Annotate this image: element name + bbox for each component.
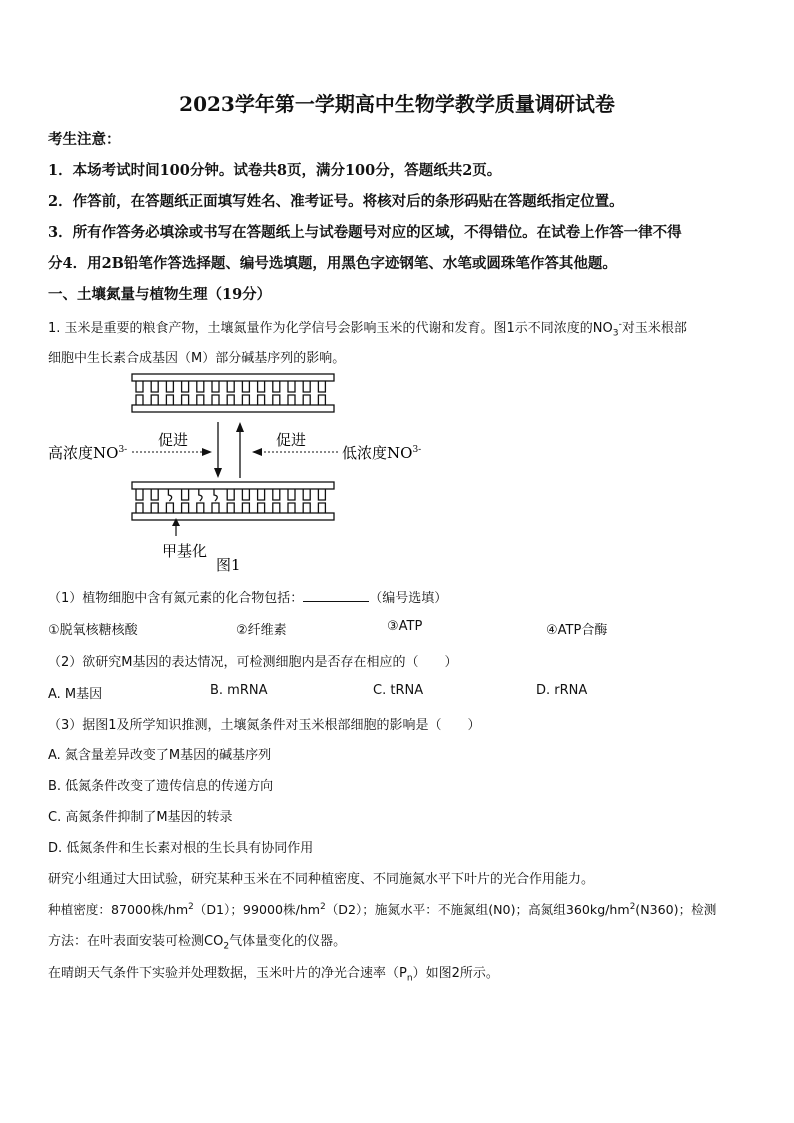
figure-1-diagram — [40, 370, 460, 580]
base-pair-top — [182, 381, 189, 392]
base-pair-top — [242, 489, 249, 500]
sub-question-1 — [48, 587, 447, 606]
base-pair-top — [273, 381, 280, 392]
label-methylation: 甲基化 — [162, 542, 208, 560]
question-intro-line2: 细胞中生长素合成基因（M）部分碱基序列的影响。 — [48, 351, 346, 366]
intro-text-a: 1. 玉米是重要的粮食产物，土壤氮量作为化学信号会影响玉米的代谢和发育。图1示不同浓度的NO — [48, 321, 613, 336]
notice-heading: 考生注意： — [48, 131, 121, 148]
intro-text-b: 对玉米根部 — [621, 321, 687, 336]
base-pair-top — [288, 489, 295, 500]
base-pair-bottom — [242, 395, 249, 405]
intro-superscript: - — [618, 319, 622, 330]
promote-arrow-left-head — [202, 448, 212, 456]
section-heading: 一、土壤氮量与植物生理（19分） — [48, 286, 272, 303]
sub3-option-c: C. 高氮条件抑制了M基因的转录 — [48, 810, 233, 825]
down-arrow-head — [214, 468, 222, 478]
notice-item-4: 分4．用2B铅笔作答选择题、编号选填题，用黑色字迹钢笔、水笔或圆珠笔作答其他题。 — [48, 255, 617, 272]
base-pair-bottom — [258, 503, 265, 513]
label-high-concentration: 高浓度$NO^{3-}$ — [48, 444, 128, 462]
study-line2-c: （D2）；施氮水平：不施氮组(N0)；高氮组360kg/hm — [325, 902, 630, 917]
sub1-text-b: （编号选填） — [369, 591, 448, 606]
base-pair-bottom — [136, 395, 143, 405]
sub-question-2: （2）欲研究M基因的表达情况，可检测细胞内是否存在相应的（ ） — [48, 655, 458, 670]
base-pair-bottom — [151, 395, 158, 405]
answer-blank[interactable] — [303, 589, 369, 602]
up-arrow-head — [236, 422, 244, 432]
methylated-base — [199, 489, 202, 501]
dna-strand-top — [132, 374, 334, 412]
study-line4-b: ）如图2所示。 — [412, 966, 499, 981]
sub1-option-3: ③ATP — [387, 619, 423, 634]
pn-subscript: n — [406, 973, 413, 984]
base-pair-top — [197, 381, 204, 392]
sub3-option-d: D. 低氮条件和生长素对根的生长具有协同作用 — [48, 841, 314, 856]
base-pair-bottom — [197, 503, 204, 513]
sup-2c: 2 — [629, 901, 636, 912]
base-pair-bottom — [227, 395, 234, 405]
methylated-base — [214, 489, 217, 501]
base-pair-top — [303, 489, 310, 500]
sub3-option-b: B. 低氮条件改变了遗传信息的传递方向 — [48, 779, 274, 794]
study-line-3 — [48, 930, 346, 952]
base-pair-top — [242, 381, 249, 392]
study-line-2 — [48, 899, 716, 918]
methyl-pointer-head — [172, 518, 180, 526]
base-pair-bottom — [318, 503, 325, 513]
sub2-option-a: A. M基因 — [48, 687, 103, 702]
base-pair-top — [151, 381, 158, 392]
sub1-option-2: ②纤维素 — [236, 623, 287, 638]
base-pair-bottom — [258, 395, 265, 405]
study-line2-d: (N360)；检测 — [635, 902, 717, 917]
base-pair-bottom — [288, 395, 295, 405]
base-pair-bottom — [273, 503, 280, 513]
label-promote-right: 促进 — [276, 431, 307, 449]
sub2-option-d: D. rRNA — [536, 683, 588, 698]
base-pair-bottom — [166, 503, 173, 513]
base-pair-top — [303, 381, 310, 392]
sup-2b: 2 — [320, 901, 326, 912]
question-intro-line1 — [48, 317, 687, 339]
sub2-option-b: B. mRNA — [210, 683, 268, 698]
sub1-option-1: ①脱氧核糖核酸 — [48, 623, 138, 638]
notice-item-3: 3．所有作答务必填涂或书写在答题纸上与试卷题号对应的区域，不得错位。在试卷上作答一律不得 — [48, 224, 682, 241]
co2-subscript: 2 — [223, 941, 230, 952]
base-pair-bottom — [197, 395, 204, 405]
sub2-option-c: C. tRNA — [373, 683, 424, 698]
base-pair-bottom — [242, 503, 249, 513]
base-pair-bottom — [182, 503, 189, 513]
base-pair-top — [151, 489, 158, 500]
base-pair-bottom — [288, 503, 295, 513]
base-pair-top — [288, 381, 295, 392]
strand-backbone — [132, 482, 334, 489]
sup-2a: 2 — [188, 901, 194, 912]
methylated-base — [168, 489, 171, 501]
base-pair-top — [136, 489, 143, 500]
base-pair-top — [273, 489, 280, 500]
base-pair-bottom — [227, 503, 234, 513]
base-pair-top — [318, 381, 325, 392]
base-pair-top — [136, 381, 143, 392]
base-pair-top — [227, 489, 234, 500]
base-pair-bottom — [212, 503, 219, 513]
base-pair-top — [227, 381, 234, 392]
study-line2-a: 种植密度：87000株/hm — [48, 902, 189, 917]
base-pair-top — [258, 381, 265, 392]
base-pair-top — [212, 381, 219, 392]
study-line4-a: 在晴朗天气条件下实验并处理数据，玉米叶片的净光合速率（P — [48, 966, 407, 981]
base-pair-top — [318, 489, 325, 500]
base-pair-top — [258, 489, 265, 500]
sub-question-3: （3）据图1及所学知识推测，土壤氮条件对玉米根部细胞的影响是（ ） — [48, 718, 481, 733]
dna-strand-bottom — [132, 482, 334, 520]
base-pair-top — [166, 381, 173, 392]
base-pair-bottom — [273, 395, 280, 405]
strand-backbone — [132, 374, 334, 381]
study-line2-b: （D1）；99000株/hm — [193, 902, 321, 917]
sub3-option-a: A. 氮含量差异改变了M基因的碱基序列 — [48, 748, 272, 763]
base-pair-bottom — [136, 503, 143, 513]
study-line3-a: 方法：在叶表面安装可检测CO — [48, 934, 224, 949]
study-line3-b: 气体量变化的仪器。 — [229, 934, 347, 949]
sub1-option-4: ④ATP合酶 — [546, 623, 608, 638]
base-pair-bottom — [318, 395, 325, 405]
base-pair-bottom — [212, 395, 219, 405]
base-pair-bottom — [166, 395, 173, 405]
notice-item-2: 2．作答前，在答题纸正面填写姓名、准考证号。将核对后的条形码贴在答题纸指定位置。 — [48, 193, 624, 210]
figure-caption: 图1 — [216, 556, 241, 574]
notice-item-1: 1．本场考试时间100分钟。试卷共8页，满分100分，答题纸共2页。 — [48, 162, 502, 179]
label-promote-left: 促进 — [158, 431, 189, 449]
sub1-text-a: （1）植物细胞中含有氮元素的化合物包括： — [48, 591, 304, 606]
base-pair-bottom — [182, 395, 189, 405]
exam-title: 2023学年第一学期高中生物学教学质量调研试卷 — [179, 92, 615, 116]
promote-arrow-right-head — [252, 448, 262, 456]
study-line-4 — [48, 962, 499, 984]
strand-backbone — [132, 513, 334, 520]
study-line-1: 研究小组通过大田试验，研究某种玉米在不同种植密度、不同施氮水平下叶片的光合作用能力。 — [48, 872, 595, 887]
strand-backbone — [132, 405, 334, 412]
base-pair-bottom — [303, 503, 310, 513]
base-pair-bottom — [151, 503, 158, 513]
intro-subscript: 3 — [612, 328, 619, 339]
label-low-concentration: 低浓度$NO^{3-}$ — [342, 444, 422, 462]
base-pair-top — [182, 489, 189, 500]
base-pair-bottom — [303, 395, 310, 405]
